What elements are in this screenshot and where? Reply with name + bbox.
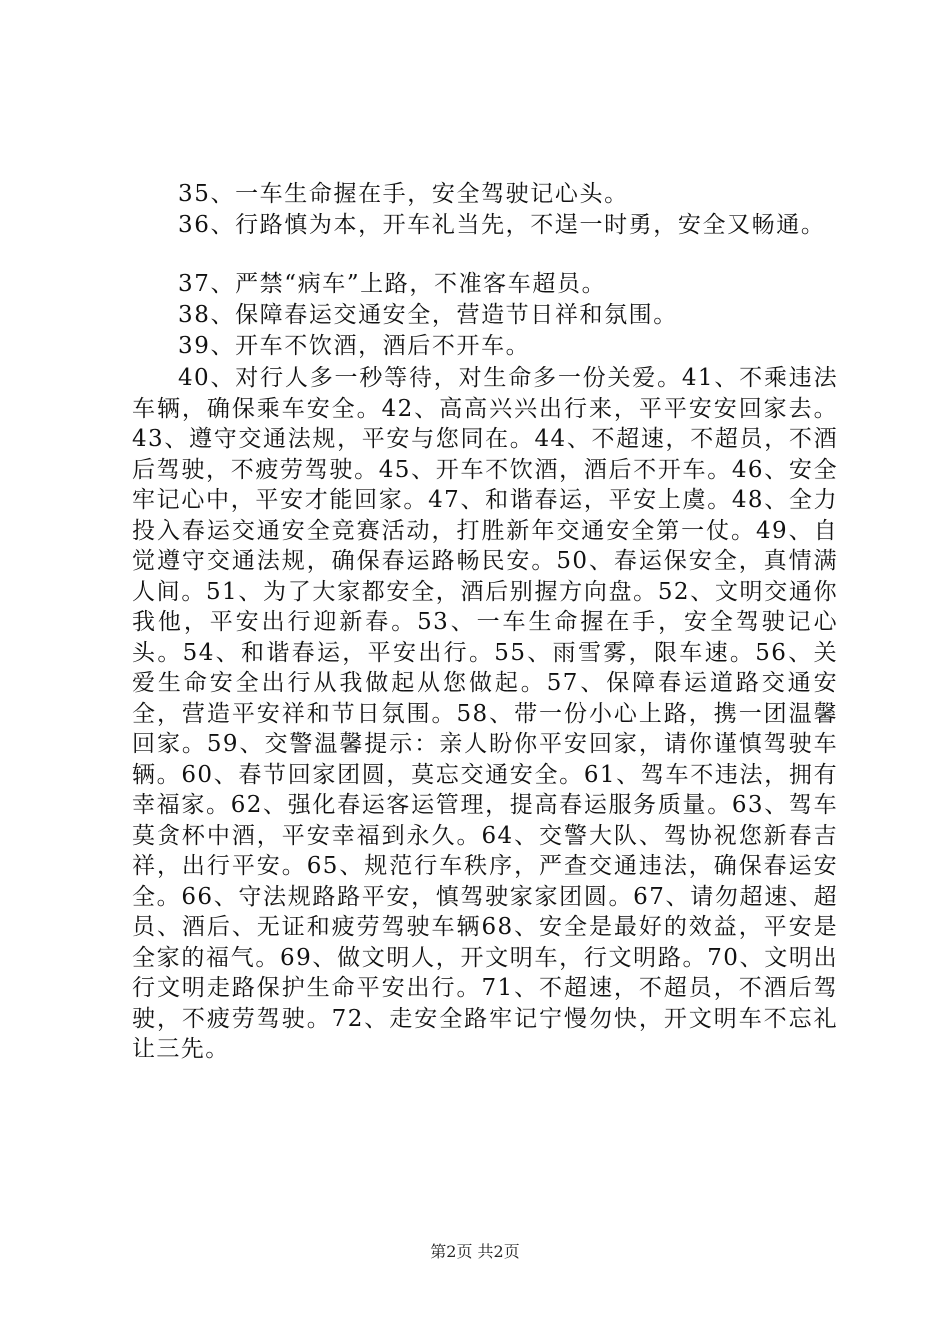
slogan-35: 35、一车生命握在手，安全驾驶记心头。 [178,181,629,207]
page-number: 第2页 共2页 [430,1242,520,1261]
slogan-37: 37、严禁“病车”上路，不准客车超员。 [178,271,607,297]
slogan-38: 38、保障春运交通安全，营造节日祥和氛围。 [178,302,678,328]
slogan-39: 39、开车不饮酒，酒后不开车。 [178,333,531,359]
slogan-paragraph: 40、对行人多一秒等待，对生命多一份关爱。41、不乘违法车辆，确保乘车安全。42、高高兴兴出行来，平平安安回家去。43、遵守交通法规，平安与您同在。44、不超速，不超员，不酒后驾驶，不疲劳驾驶。45、开车不饮酒，酒后不开车。46、安全牢记心中，平安才能回家。47、和谐春运，平安上虞。48、全力投入春运交通安全竞赛活动，打胜新年交通安全第一仗。49、自觉遵守交通法规，确保春运路畅民安。50、春运保安全，真情满人间。51、为了大家都安全，酒后别握方向盘。52、文明交通你我他，平安出行迎新春。53、一车生命握在手，安全驾驶记心头。54、和谐春运，平安出行。55、雨雪雾，限车速。56、关爱生命安全出行从我做起从您做起。57、保障春运道路交通安全，营造平安祥和节日氛围。58、带一份小心上路，携一团温馨回家。59、交警温馨提示：亲人盼你平安回家，请你谨慎驾驶车辆。60、春节回家团圆，莫忘交通安全。61、驾车不违法，拥有幸福家。62、强化春运客运管理，提高春运服务质量。63、驾车莫贪杯中酒，平安幸福到永久。64、交警大队、驾协祝您新春吉祥，出行平安。65、规范行车秩序，严查交通违法，确保春运安全。66、守法规路路平安，慎驾驶家家团圆。67、请勿超速、超员、酒后、无证和疲劳驾驶车辆68、安全是最好的效益，平安是全家的福气。69、做文明人，开文明车，行文明路。70、文明出行文明走路保护生命平安出行。71、不超速，不超员，不酒后驾驶，不疲劳驾驶。72、走安全路牢记宁慢勿快，开文明车不忘礼让三先。 [132,365,838,1062]
slogan-36: 36、行路慎为本，开车礼当先，不逞一时勇，安全又畅通。 [178,212,826,238]
